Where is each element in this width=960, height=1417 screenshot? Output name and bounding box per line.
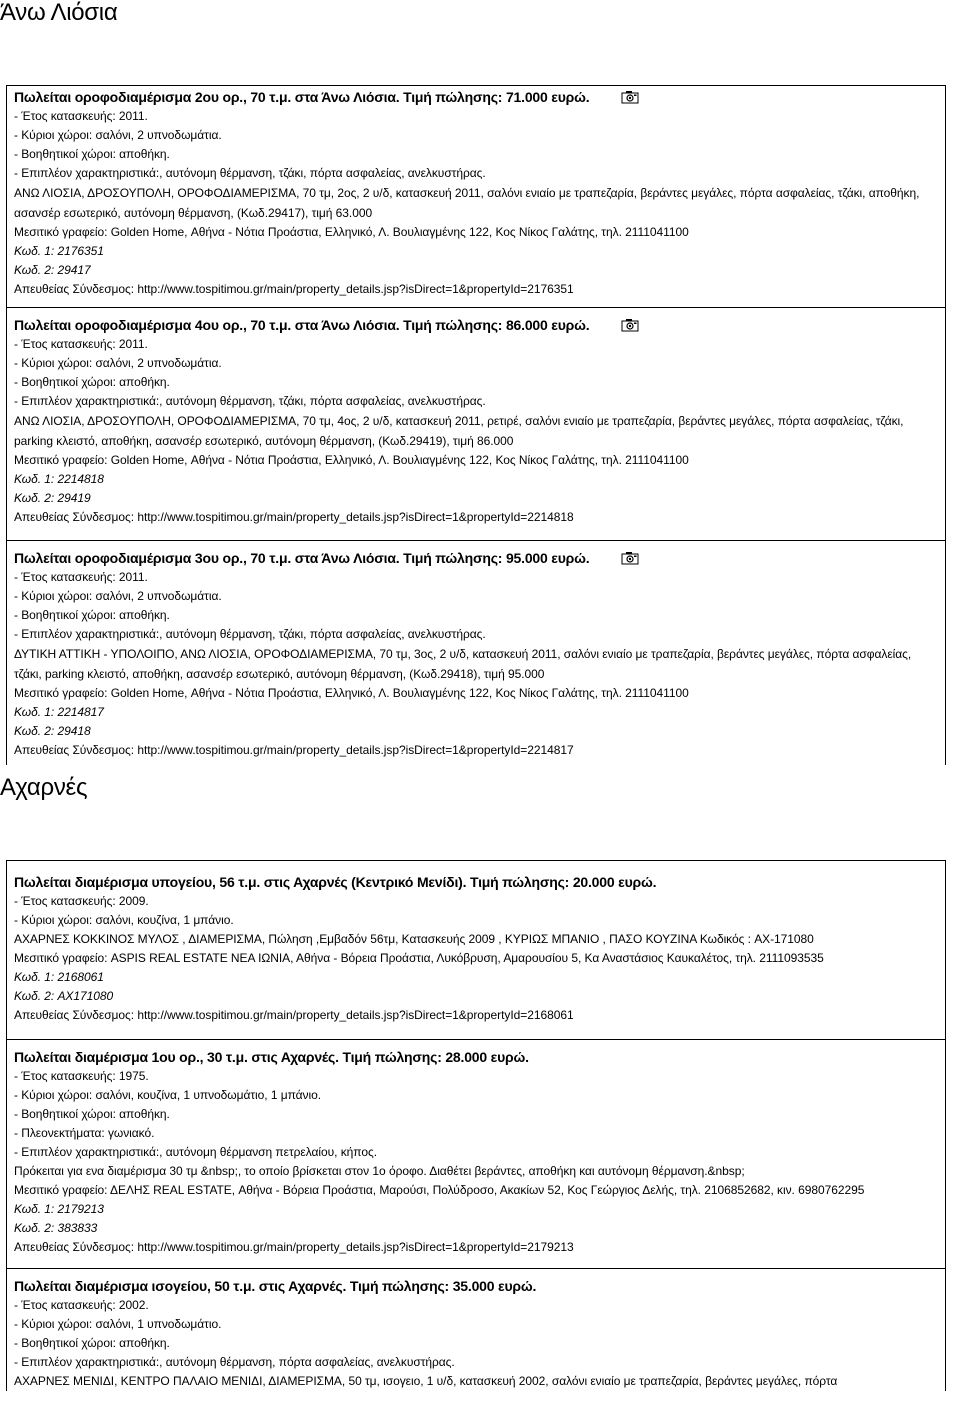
listing-description: ΑΧΑΡΝΕΣ ΚΟΚΚΙΝΟΣ ΜΥΛΟΣ , ΔΙΑΜΕΡΙΣΜΑ, Πώληση ,Εμβαδόν 56τμ, Κατασκευής 2009 , ΚΥΡΙΩΣ ΜΠΑΝΙΟ , ΠΑΣΟ ΚΟΥΖΙΝΑ Κωδικός : AX-171080 <box>14 932 814 946</box>
listing <box>7 861 945 1039</box>
listing-description: Πρόκειται για ενα διαμέρισμα 30 τμ &nbsp;, το οποίο βρίσκεται στον 1ο όροφο. Διαθέτει βεράντες, αποθήκη και αυτόνομη θέρμανση.&nbsp; <box>14 1164 745 1178</box>
code-2: Κωδ. 2: 29418 <box>14 724 91 738</box>
listing-title <box>14 316 945 335</box>
direct-link[interactable]: Απευθείας Σύνδεσμος: http://www.tospitimou.gr/main/property_details.jsp?isDirect=1&propertyId=2179213 <box>14 1240 574 1254</box>
camera-icon[interactable] <box>621 551 639 565</box>
code-1: Κωδ. 1: 2179213 <box>14 1202 104 1216</box>
code-1: Κωδ. 1: 2176351 <box>14 244 104 258</box>
main-rooms: - Κύριοι χώροι: σαλόνι, 2 υπνοδωμάτια. <box>14 128 222 142</box>
auxiliary-rooms: - Βοηθητικοί χώροι: αποθήκη. <box>14 1336 170 1350</box>
listing-title <box>14 88 945 107</box>
listing-title-text: Πωλείται οροφοδιαμέρισμα 4ου ορ., 70 τ.μ. στα Άνω Λιόσια. Τιμή πώλησης: 86.000 ευρώ. <box>14 317 590 333</box>
direct-link[interactable]: Απευθείας Σύνδεσμος: http://www.tospitimou.gr/main/property_details.jsp?isDirect=1&propertyId=2214817 <box>14 743 574 757</box>
build-year: - Έτος κατασκευής: 1975. <box>14 1069 149 1083</box>
code-2: Κωδ. 2: 29419 <box>14 491 91 505</box>
code-2: Κωδ. 2: 383833 <box>14 1221 98 1235</box>
listing <box>7 86 945 307</box>
code-1: Κωδ. 1: 2168061 <box>14 970 104 984</box>
build-year: - Έτος κατασκευής: 2009. <box>14 894 149 908</box>
agency-info: Μεσιτικό γραφείο: Golden Home, Αθήνα - Νότια Προάστια, Ελληνικό, Λ. Βουλιαγμένης 122, Κος Νίκος Γαλάτης, τηλ. 2111041100 <box>14 686 689 700</box>
listing <box>7 540 945 773</box>
listing-title: Πωλείται διαμέρισμα 1ου ορ., 30 τ.μ. στις Αχαρνές. Τιμή πώλησης: 28.000 ευρώ. <box>14 1049 529 1065</box>
listings-box-acharnes <box>6 860 946 1391</box>
extra-features: - Επιπλέον χαρακτηριστικά:, αυτόνομη θέρμανση, τζάκι, πόρτα ασφαλείας, ανελκυστήρας. <box>14 394 486 408</box>
code-1: Κωδ. 1: 2214818 <box>14 472 104 486</box>
extra-features: - Επιπλέον χαρακτηριστικά:, αυτόνομη θέρμανση, τζάκι, πόρτα ασφαλείας, ανελκυστήρας. <box>14 627 486 641</box>
listing <box>7 307 945 540</box>
build-year: - Έτος κατασκευής: 2011. <box>14 109 148 123</box>
agency-info: Μεσιτικό γραφείο: Golden Home, Αθήνα - Νότια Προάστια, Ελληνικό, Λ. Βουλιαγμένης 122, Κος Νίκος Γαλάτης, τηλ. 2111041100 <box>14 453 689 467</box>
listing-description: ΑΝΩ ΛΙΟΣΙΑ, ΔΡΟΣΟΥΠΟΛΗ, ΟΡΟΦΟΔΙΑΜΕΡΙΣΜΑ, 70 τμ, 4ος, 2 υ/δ, κατασκευή 2011, ρετιρέ, σαλόνι ενιαίο με τραπεζαρία, βεράντες μεγάλες, πόρτα ασφαλείας, τζάκι, parking κλειστό, αποθήκη, ασανσέρ εσωτερικό, αυτόνομη θέρμανση, (Κωδ.29419), τιμή 86.000 <box>14 414 904 448</box>
auxiliary-rooms: - Βοηθητικοί χώροι: αποθήκη. <box>14 608 170 622</box>
auxiliary-rooms: - Βοηθητικοί χώροι: αποθήκη. <box>14 147 170 161</box>
listing-description: ΔΥΤΙΚΗ ΑΤΤΙΚΗ - ΥΠΟΛΟΙΠΟ, ΑΝΩ ΛΙΟΣΙΑ, ΟΡΟΦΟΔΙΑΜΕΡΙΣΜΑ, 70 τμ, 3ος, 2 υ/δ, κατασκευή 2011, σαλόνι ενιαίο με τραπεζαρία, βεράντες μεγάλες, πόρτα ασφαλείας, τζάκι, parking κλειστό, αποθήκη, ασανσέρ εσωτερικό, αυτόνομη θέρμανση, (Κωδ.29418), τιμή 95.000 <box>14 647 912 681</box>
build-year: - Έτος κατασκευής: 2011. <box>14 570 148 584</box>
listing-title-text: Πωλείται οροφοδιαμέρισμα 2ου ορ., 70 τ.μ. στα Άνω Λιόσια. Τιμή πώλησης: 71.000 ευρώ. <box>14 89 590 105</box>
auxiliary-rooms: - Βοηθητικοί χώροι: αποθήκη. <box>14 1107 170 1121</box>
camera-icon[interactable] <box>621 318 639 332</box>
main-rooms: - Κύριοι χώροι: σαλόνι, κουζίνα, 1 μπάνιο. <box>14 913 234 927</box>
code-2: Κωδ. 2: 29417 <box>14 263 91 277</box>
main-rooms: - Κύριοι χώροι: σαλόνι, 1 υπνοδωμάτιο. <box>14 1317 222 1331</box>
advantages: - Πλεονεκτήματα: γωνιακό. <box>14 1126 155 1140</box>
extra-features: - Επιπλέον χαρακτηριστικά:, αυτόνομη θέρμανση, τζάκι, πόρτα ασφαλείας, ανελκυστήρας. <box>14 166 486 180</box>
section-title-acharnes: Αχαρνές <box>0 774 88 801</box>
extra-features: - Επιπλέον χαρακτηριστικά:, αυτόνομη θέρμανση πετρελαίου, κήπος. <box>14 1145 377 1159</box>
listing-description: ΑΝΩ ΛΙΟΣΙΑ, ΔΡΟΣΟΥΠΟΛΗ, ΟΡΟΦΟΔΙΑΜΕΡΙΣΜΑ, 70 τμ, 2ος, 2 υ/δ, κατασκευή 2011, σαλόνι ενιαίο με τραπεζαρία, βεράντες μεγάλες, πόρτα ασφαλείας, τζάκι, αποθήκη, ασανσέρ εσωτερικό, αυτόνομη θέρμανση, (Κωδ.29417), τιμή 63.000 <box>14 186 920 220</box>
direct-link[interactable]: Απευθείας Σύνδεσμος: http://www.tospitimou.gr/main/property_details.jsp?isDirect=1&propertyId=2168061 <box>14 1008 574 1022</box>
extra-features: - Επιπλέον χαρακτηριστικά:, αυτόνομη θέρμανση, πόρτα ασφαλείας, ανελκυστήρας. <box>14 1355 455 1369</box>
code-2: Κωδ. 2: AX171080 <box>14 989 114 1003</box>
listing-description: ΑΧΑΡΝΕΣ ΜΕΝΙΔΙ, ΚΕΝΤΡΟ ΠΑΛΑΙΟ ΜΕΝΙΔΙ, ΔΙΑΜΕΡΙΣΜΑ, 50 τμ, ισογειο, 1 υ/δ, κατασκευή 2002, σαλόνι ενιαίο με τραπεζαρία, βεράντες μεγάλες, πόρτα <box>14 1374 838 1388</box>
agency-info: Μεσιτικό γραφείο: ΔΕΛΗΣ REAL ESTATE, Αθήνα - Βόρεια Προάστια, Μαρούσι, Πολύδροσο, Ακακίων 52, Κος Γεώργιος Δελής, τηλ. 2106852682, κιν. 6980762295 <box>14 1183 865 1197</box>
agency-info: Μεσιτικό γραφείο: Golden Home, Αθήνα - Νότια Προάστια, Ελληνικό, Λ. Βουλιαγμένης 122, Κος Νίκος Γαλάτης, τηλ. 2111041100 <box>14 225 689 239</box>
listing-title <box>14 549 945 568</box>
auxiliary-rooms: - Βοηθητικοί χώροι: αποθήκη. <box>14 375 170 389</box>
direct-link[interactable]: Απευθείας Σύνδεσμος: http://www.tospitimou.gr/main/property_details.jsp?isDirect=1&propertyId=2176351 <box>14 282 574 296</box>
agency-info: Μεσιτικό γραφείο: ASPIS REAL ESTATE ΝΕΑ ΙΩΝΙΑ, Αθήνα - Βόρεια Προάστια, Λυκόβρυση, Αμαρουσίου 5, Κα Αναστάσιος Καυκαλέτος, τηλ. 2111093535 <box>14 951 824 965</box>
listing <box>7 1039 945 1268</box>
listing <box>7 1268 945 1417</box>
listings-box-ano-liosia <box>6 85 946 765</box>
listing-title: Πωλείται διαμέρισμα υπογείου, 56 τ.μ. στις Αχαρνές (Κεντρικό Μενίδι). Τιμή πώλησης: 20.000 ευρώ. <box>14 874 657 890</box>
direct-link[interactable]: Απευθείας Σύνδεσμος: http://www.tospitimou.gr/main/property_details.jsp?isDirect=1&propertyId=2214818 <box>14 510 574 524</box>
code-1: Κωδ. 1: 2214817 <box>14 705 104 719</box>
listing-title-text: Πωλείται οροφοδιαμέρισμα 3ου ορ., 70 τ.μ. στα Άνω Λιόσια. Τιμή πώλησης: 95.000 ευρώ. <box>14 550 590 566</box>
main-rooms: - Κύριοι χώροι: σαλόνι, 2 υπνοδωμάτια. <box>14 356 222 370</box>
main-rooms: - Κύριοι χώροι: σαλόνι, 2 υπνοδωμάτια. <box>14 589 222 603</box>
camera-icon[interactable] <box>621 90 639 104</box>
main-rooms: - Κύριοι χώροι: σαλόνι, κουζίνα, 1 υπνοδωμάτιο, 1 μπάνιο. <box>14 1088 322 1102</box>
build-year: - Έτος κατασκευής: 2002. <box>14 1298 149 1312</box>
section-title-ano-liosia: Άνω Λιόσια <box>0 0 118 26</box>
build-year: - Έτος κατασκευής: 2011. <box>14 337 148 351</box>
listing-title: Πωλείται διαμέρισμα ισογείου, 50 τ.μ. στις Αχαρνές. Τιμή πώλησης: 35.000 ευρώ. <box>14 1278 537 1294</box>
